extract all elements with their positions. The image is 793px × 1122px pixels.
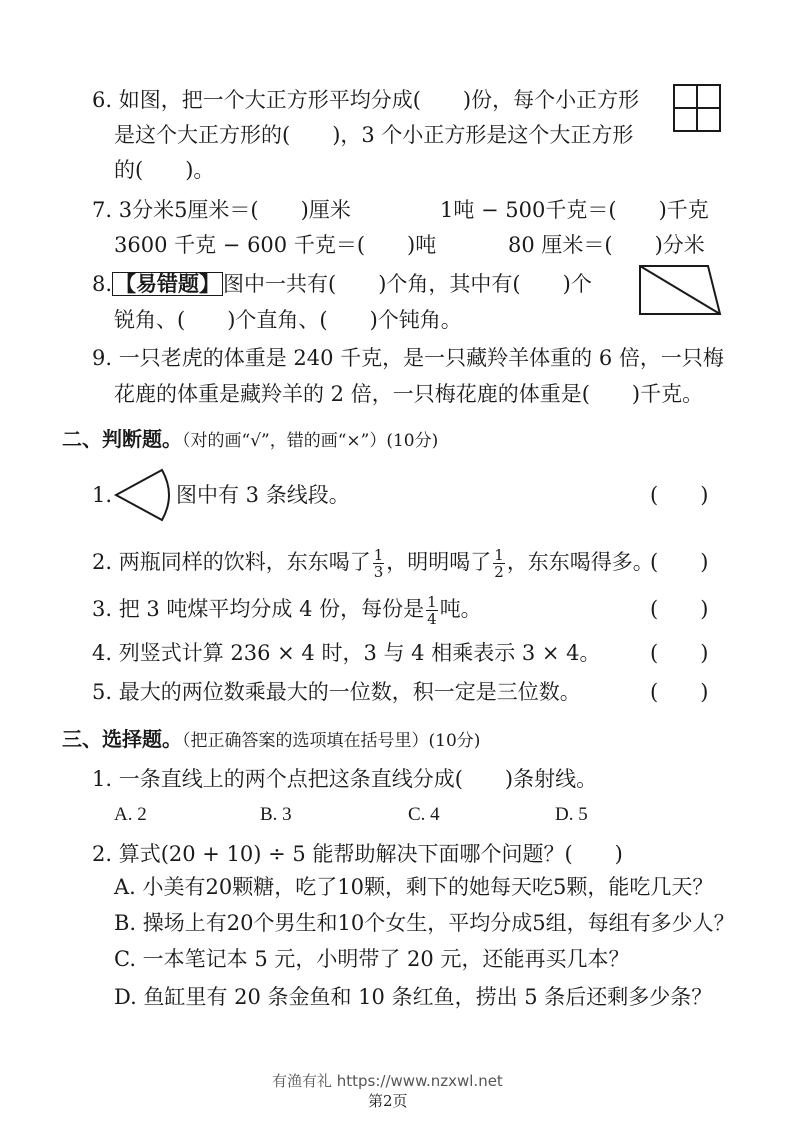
fraction-denominator: 2: [494, 563, 504, 581]
judge-q2-text-b: ，明明喝了: [386, 550, 492, 574]
q8-text1: 图中一共有( )个角，其中有( )个: [223, 272, 592, 296]
judge-note: （对的画“√”，错的画“×”）(10分): [182, 431, 439, 451]
fraction-one-quarter: [426, 594, 438, 627]
choice-q1-option-a[interactable]: A. 2: [114, 804, 147, 825]
choice-q2-option-b[interactable]: B. 操场上有20个男生和10个女生，平均分成5组，每组有多少人？: [114, 911, 735, 935]
error-prone-tag: 【易错题】: [112, 272, 223, 296]
q7-part3: 3600 千克 − 600 千克＝( )吨: [114, 233, 437, 257]
q6-line2: 是这个大正方形的( )，3 个小正方形是这个大正方形: [114, 123, 634, 147]
choice-section-heading: [62, 725, 480, 753]
judge-q4: 4. 列竖式计算 236 × 4 时，3 与 4 相乘表示 3 × 4。: [92, 641, 601, 665]
judge-q3-text-b: 吨。: [439, 597, 482, 621]
q9-line2: 花鹿的体重是藏羚羊的 2 倍，一只梅花鹿的体重是( )千克。: [114, 382, 704, 406]
choice-title: 三、选择题。: [62, 727, 182, 751]
judge-q1-number: 1.: [92, 483, 113, 507]
choice-q1-option-b[interactable]: B. 3: [260, 804, 292, 825]
choice-q1-option-c[interactable]: C. 4: [408, 804, 440, 825]
judge-title: 二、判断题。: [62, 427, 182, 451]
q6-line1: 6. 如图，把一个大正方形平均分成( )份，每个小正方形: [92, 88, 640, 112]
choice-q1: 1. 一条直线上的两个点把这条直线分成( )条射线。: [92, 767, 598, 791]
q8-line1: [92, 270, 592, 298]
choice-q2-option-c[interactable]: C. 一本笔记本 5 元，小明带了 20 元，还能再买几本？: [114, 947, 630, 971]
judge-section-heading: [62, 425, 438, 453]
q6-line3: 的( )。: [114, 158, 215, 182]
sector-figure: [114, 466, 172, 524]
q9-line1: 9. 一只老虎的体重是 240 千克，是一只藏羚羊体重的 6 倍，一只梅: [92, 346, 724, 370]
fraction-denominator: 4: [427, 610, 437, 628]
choice-q1-option-d[interactable]: D. 5: [555, 804, 588, 825]
q7-part2: 1吨 − 500千克＝( )千克: [440, 198, 709, 222]
judge-q3-answer-paren[interactable]: ( ): [650, 597, 709, 621]
judge-q3-text-a: 3. 把 3 吨煤平均分成 4 份，每份是: [92, 597, 425, 621]
judge-q3: [92, 587, 482, 631]
fraction-one-half: [493, 547, 505, 580]
judge-q1-answer-paren[interactable]: ( ): [650, 483, 709, 507]
trapezoid-figure: [638, 264, 722, 316]
square-grid-figure: [673, 84, 721, 132]
judge-q5: 5. 最大的两位数乘最大的一位数，积一定是三位数。: [92, 680, 581, 704]
choice-q2-option-a[interactable]: A. 小美有20颗糖，吃了10颗，剩下的她每天吃5颗，能吃几天？: [114, 875, 714, 899]
fraction-numerator: 1: [373, 546, 384, 564]
fraction-numerator: 1: [494, 546, 504, 564]
q7-part1: 7. 3分米5厘米＝( )厘米: [92, 198, 351, 222]
footer-watermark: 有渔有礼 https://www.nzxwl.net: [272, 1072, 503, 1090]
q8-line2: 锐角、( )个直角、( )个钝角。: [114, 308, 462, 332]
q8-number: 8.: [92, 272, 113, 296]
judge-q4-answer-paren[interactable]: ( ): [650, 641, 709, 665]
q7-part4: 80 厘米＝( )分米: [508, 233, 705, 257]
judge-q2-answer-paren[interactable]: ( ): [650, 550, 709, 574]
fraction-numerator: 1: [427, 593, 437, 611]
choice-q2: 2. 算式(20 + 10) ÷ 5 能帮助解决下面哪个问题？( ): [92, 842, 623, 866]
choice-note: （把正确答案的选项填在括号里）(10分): [182, 731, 481, 751]
fraction-one-third: [373, 547, 385, 580]
choice-q2-option-d[interactable]: D. 鱼缸里有 20 条金鱼和 10 条红鱼，捞出 5 条后还剩多少条？: [114, 985, 713, 1009]
judge-q1-text: 图中有 3 条线段。: [176, 483, 350, 507]
judge-q5-answer-paren[interactable]: ( ): [650, 680, 709, 704]
page-number: 第2页: [368, 1092, 408, 1110]
judge-q2-text-a: 2. 两瓶同样的饮料，东东喝了: [92, 550, 371, 574]
fraction-denominator: 3: [373, 563, 384, 581]
judge-q2: [92, 540, 654, 584]
judge-q2-text-c: ，东东喝得多。: [506, 550, 654, 574]
